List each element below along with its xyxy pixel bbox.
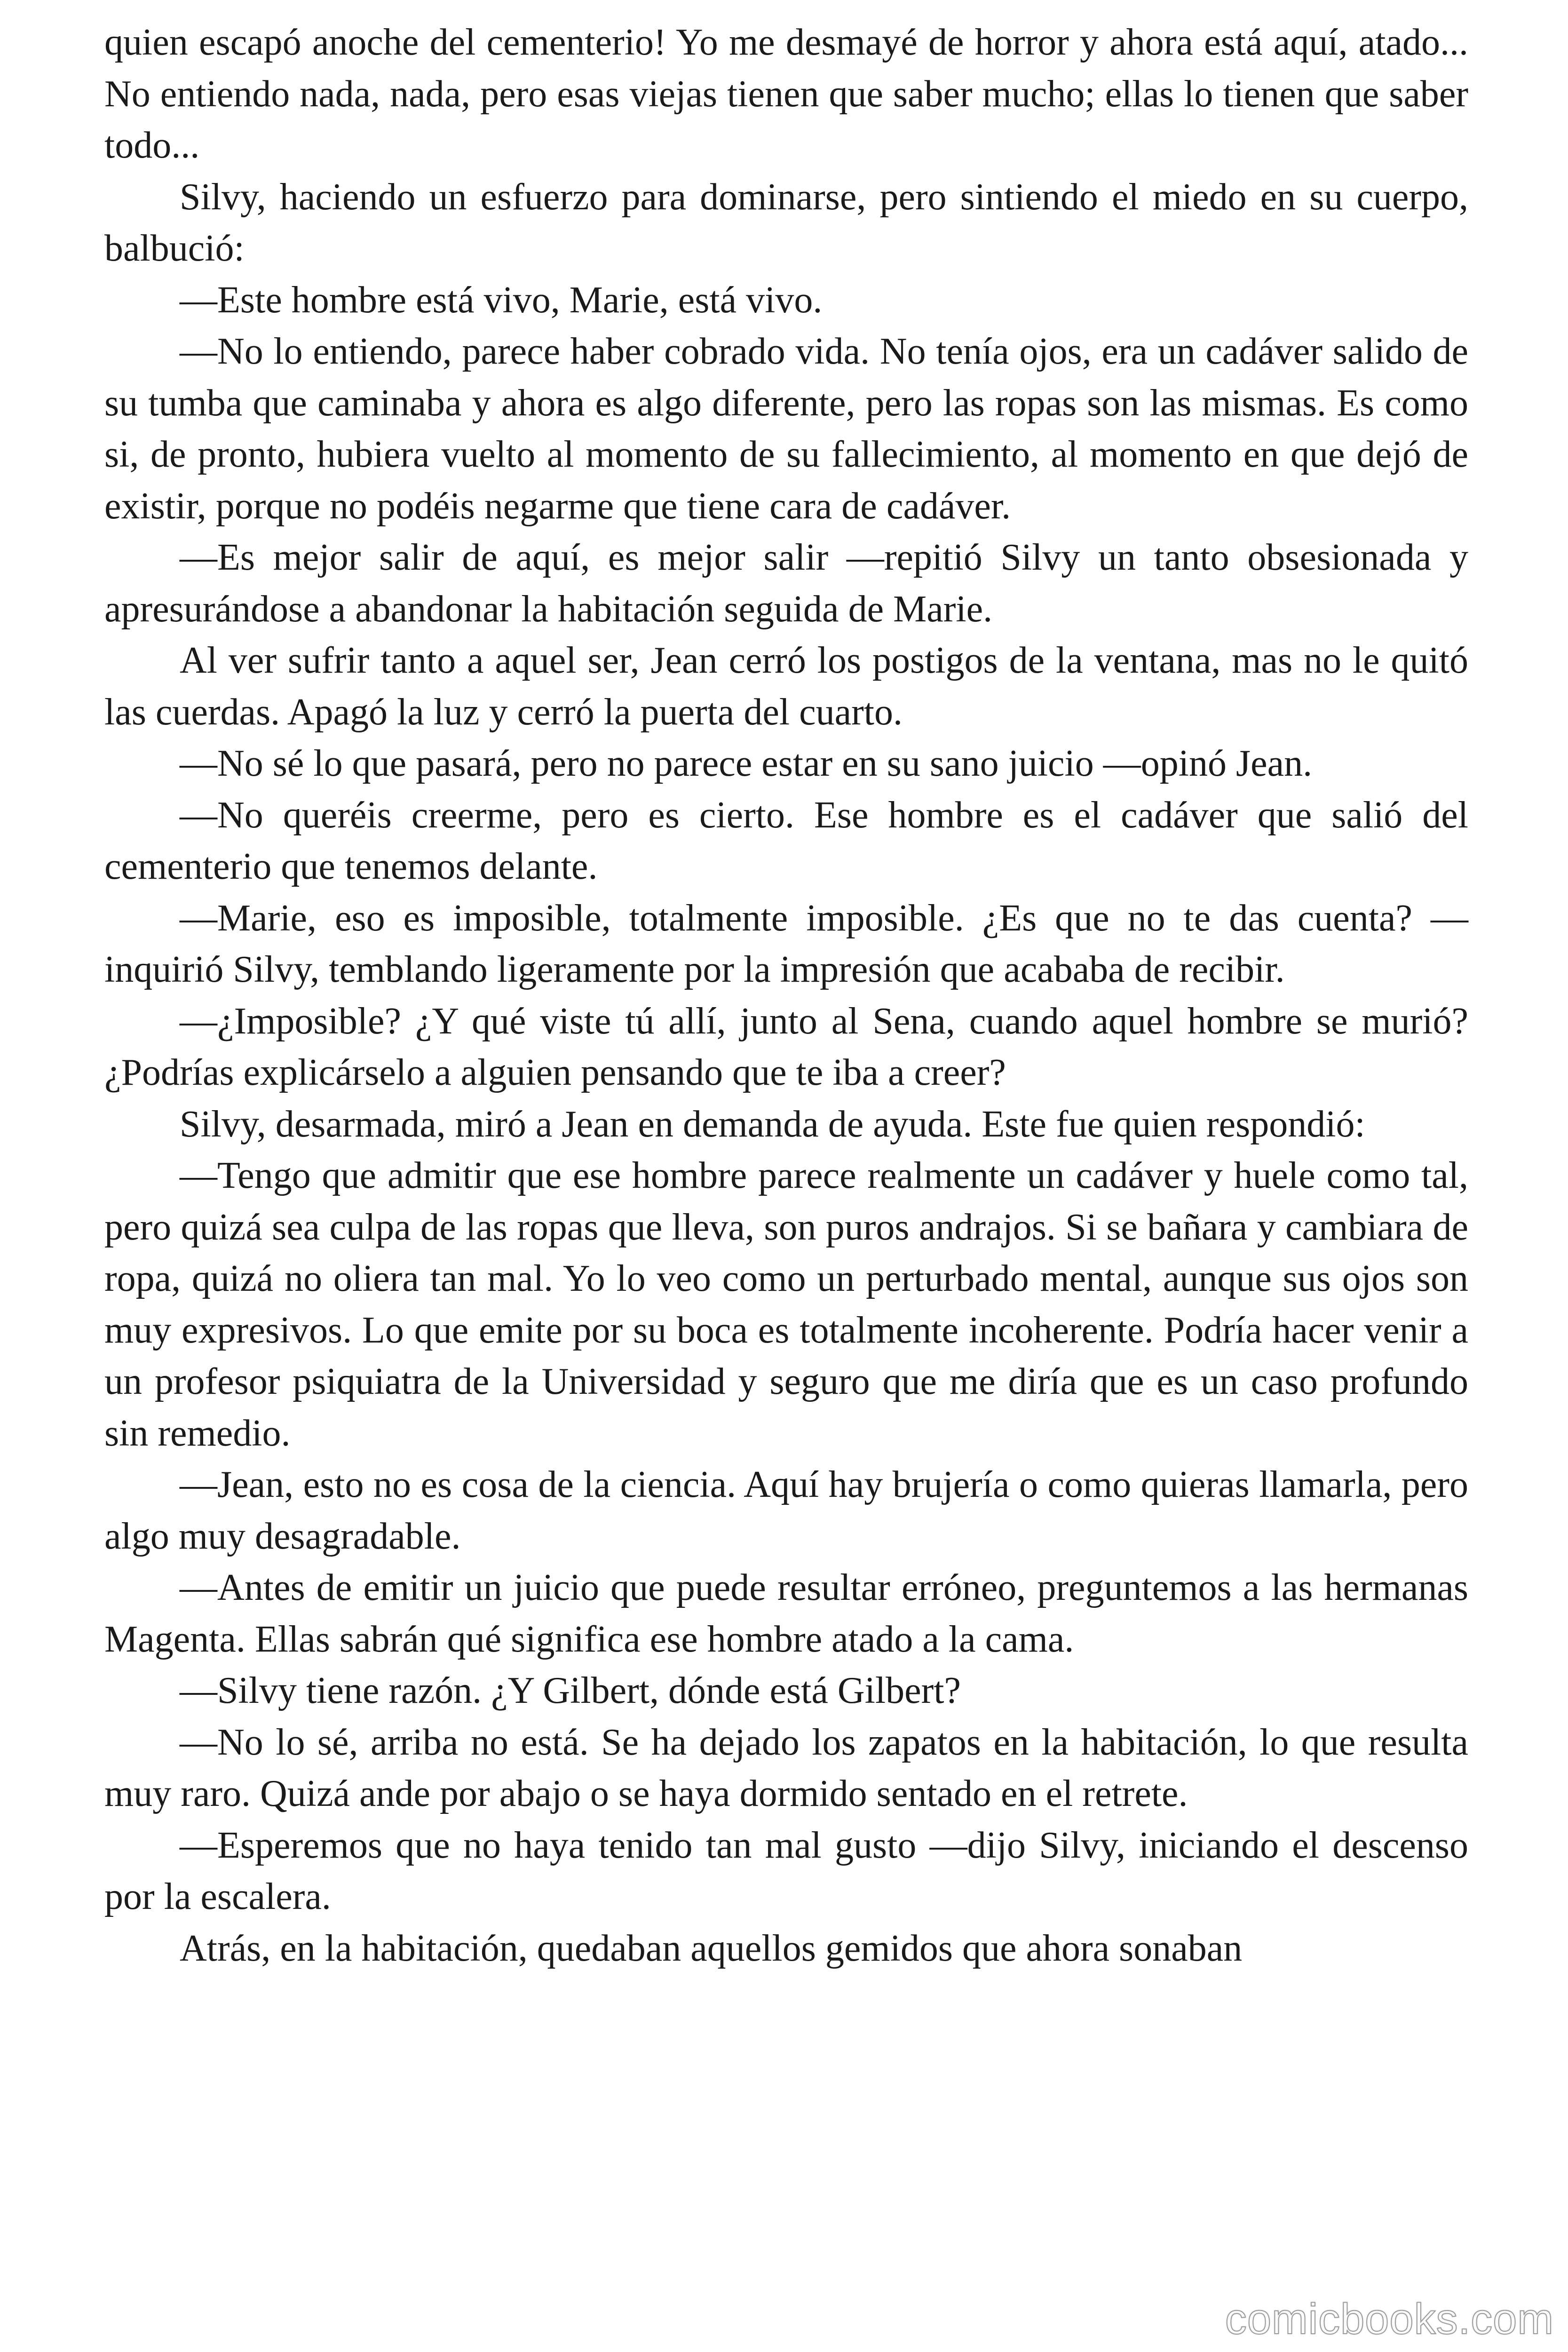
paragraph: —Este hombre está vivo, Marie, está vivo. [180, 279, 823, 321]
watermark: comicbooks.com [1225, 2295, 1554, 2343]
paragraph: —Tengo que admitir que ese hombre parece realmente un cadáver y huele como tal, pero quizá sea culpa de las ropas que lleva, son puros andrajos. Si se bañara y cambiara de ropa, quizá no oliera tan mal. Yo lo veo como un perturbado mental, aunque sus ojos son muy expresivos. Lo que emite por su boca es totalmente incoherente. Podría hacer venir a un profesor psiquiatra de la Universidad y seguro que me diría que es un caso profundo sin remedio. [104, 1155, 1468, 1454]
paragraph: Silvy, haciendo un esfuerzo para dominarse, pero sintiendo el miedo en su cuerpo, balbució: [104, 176, 1468, 269]
paragraph: —Silvy tiene razón. ¿Y Gilbert, dónde está Gilbert? [180, 1670, 961, 1711]
paragraph: quien escapó anoche del cementerio! Yo me desmayé de horror y ahora está aquí, atado... No entiendo nada, nada, pero esas viejas tienen que saber mucho; ellas lo tienen que saber todo... [104, 22, 1468, 166]
paragraph: —No queréis creerme, pero es cierto. Ese hombre es el cadáver que salió del cementerio que tenemos delante. [104, 794, 1468, 887]
paragraph: —Marie, eso es imposible, totalmente imposible. ¿Es que no te das cuenta? —inquirió Silvy, temblando ligeramente por la impresión que acababa de recibir. [104, 897, 1468, 990]
paragraph: —¿Imposible? ¿Y qué viste tú allí, junto al Sena, cuando aquel hombre se murió? ¿Podrías explicárselo a alguien pensando que te iba a creer? [104, 1000, 1468, 1093]
paragraph: Atrás, en la habitación, quedaban aquellos gemidos que ahora sonaban [180, 1927, 1243, 1969]
paragraph: Al ver sufrir tanto a aquel ser, Jean cerró los postigos de la ventana, mas no le quitó las cuerdas. Apagó la luz y cerró la puerta del cuarto. [104, 640, 1468, 733]
paragraph: —No lo entiendo, parece haber cobrado vida. No tenía ojos, era un cadáver salido de su tumba que caminaba y ahora es algo diferente, pero las ropas son las mismas. Es como si, de pronto, hubiera vuelto al momento de su fallecimiento, al momento en que dejó de existir, porque no podéis negarme que tiene cara de cadáver. [104, 331, 1468, 527]
paragraph: —Jean, esto no es cosa de la ciencia. Aquí hay brujería o como quieras llamarla, pero algo muy desagradable. [104, 1464, 1468, 1557]
paragraph: —No sé lo que pasará, pero no parece estar en su sano juicio —opinó Jean. [180, 743, 1313, 784]
paragraph: —Es mejor salir de aquí, es mejor salir —repitió Silvy un tanto obsesionada y apresurándose a abandonar la habitación seguida de Marie. [104, 537, 1468, 630]
paragraph: Silvy, desarmada, miró a Jean en demanda de ayuda. Este fue quien respondió: [180, 1103, 1365, 1145]
document-body [104, 17, 1468, 1974]
paragraph: —No lo sé, arriba no está. Se ha dejado los zapatos en la habitación, lo que resulta muy raro. Quizá ande por abajo o se haya dormido sentado en el retrete. [104, 1721, 1468, 1814]
paragraph: —Antes de emitir un juicio que puede resultar erróneo, preguntemos a las hermanas Magenta. Ellas sabrán qué significa ese hombre atado a la cama. [104, 1567, 1468, 1660]
paragraph: —Esperemos que no haya tenido tan mal gusto —dijo Silvy, iniciando el descenso por la escalera. [104, 1824, 1468, 1917]
